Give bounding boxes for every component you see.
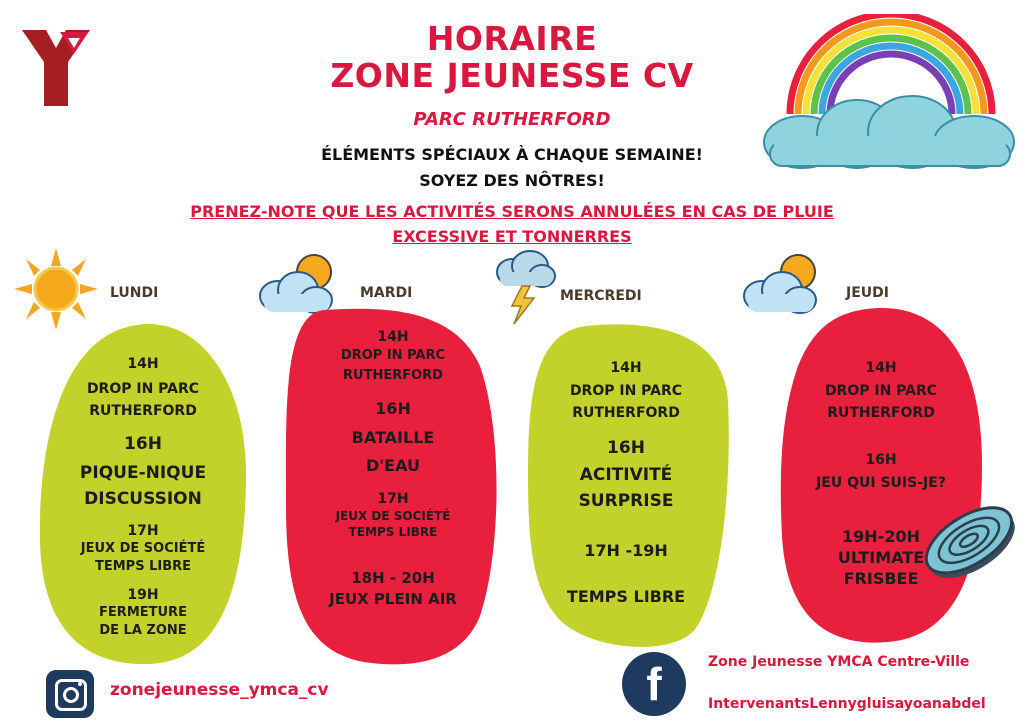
schedule-activity: RUTHERFORD [572,405,680,421]
day-name-mardi: MARDI [360,285,413,301]
schedule-time: 17H -19H [584,541,668,560]
schedule-activity: FERMETURE [99,605,187,620]
day-card-mardi [284,306,502,666]
schedule-activity: BATAILLE [351,428,435,447]
schedule-time: 14H [377,329,409,345]
day-card-lundi [38,322,248,666]
schedule-activity: FRISBEE [843,569,919,588]
instagram-handle[interactable]: zonejeunesse_ymca_cv [110,680,329,700]
storm-cloud-icon [494,250,556,324]
schedule-activity: RUTHERFORD [343,368,443,383]
schedule-activity: DROP IN PARC [569,383,683,399]
schedule-activity: JEUX DE SOCIÉTÉ [80,541,206,556]
mardi-schedule [284,328,502,610]
day-name-jeudi: JEUDI [846,285,889,301]
special-line-1: ÉLÉMENTS SPÉCIAUX À CHAQUE SEMAINE! [321,145,703,164]
schedule-activity: DROP IN PARC [86,381,200,397]
schedule-activity: ACITIVITÉ [579,465,673,485]
schedule-activity: DISCUSSION [84,489,202,509]
schedule-time: 14H [127,356,159,372]
schedule-activity: DROP IN PARC [340,348,446,363]
instagram-icon[interactable] [46,670,94,718]
title-line-1: HORAIRE [426,19,598,58]
schedule-activity: D'EAU [366,456,420,475]
schedule-activity: SURPRISE [578,491,674,511]
schedule-time: 17H [127,523,159,539]
schedule-activity: JEU QUI SUIS-JE? [816,475,946,491]
notice-line-2: EXCESSIVE ET TONNERRES [392,227,632,246]
schedule-time: 14H [610,360,642,376]
facebook-page-name[interactable]: Zone Jeunesse YMCA Centre-Ville [708,654,970,670]
schedule-activity: JEUX DE SOCIÉTÉ [335,509,451,523]
facebook-contacts: IntervenantsLennygluisayoanabdel [708,696,986,712]
schedule-activity: DE LA ZONE [99,623,187,638]
day-card-jeudi [778,306,984,646]
lundi-schedule [38,354,248,640]
schedule-time: 14H [865,360,897,376]
special-line-2: SOYEZ DES NÔTRES! [419,171,605,190]
schedule-activity: DROP IN PARC [824,383,938,399]
title-line-2: ZONE JEUNESSE CV [330,56,694,95]
schedule-time: 16H [607,438,645,458]
ymca-logo [20,26,92,108]
schedule-activity: TEMPS LIBRE [94,559,192,574]
schedule-time: 16H [124,434,162,454]
schedule-activity: JEUX PLEIN AIR [329,590,457,608]
schedule-activity: RUTHERFORD [89,403,197,419]
schedule-time: 16H [865,452,897,468]
schedule-activity: PIQUE-NIQUE [79,463,207,483]
schedule-time: 17H [377,491,409,507]
day-name-lundi: LUNDI [110,285,159,301]
sun-icon [14,248,98,330]
schedule-time: 16H [375,399,411,418]
mercredi-schedule [526,358,726,608]
schedule-time: 18H - 20H [351,569,435,587]
day-card-mercredi [526,322,730,648]
schedule-activity: ULTIMATE [837,548,925,567]
schedule-activity: TEMPS LIBRE [566,587,686,606]
schedule-activity: RUTHERFORD [827,405,935,421]
day-name-mercredi: MERCREDI [560,288,642,304]
frisbee-icon [918,498,1022,586]
schedule-time: 19H [127,587,159,603]
rainbow-icon [762,14,1020,170]
subtitle: PARC RUTHERFORD [413,109,611,130]
notice-line-1: PRENEZ-NOTE QUE LES ACTIVITÉS SERONS ANNULÉES EN CAS DE PLUIE [190,202,834,221]
schedule-activity: TEMPS LIBRE [348,525,438,539]
facebook-icon[interactable]: f [622,652,686,716]
schedule-time: 19H-20H [842,527,920,546]
